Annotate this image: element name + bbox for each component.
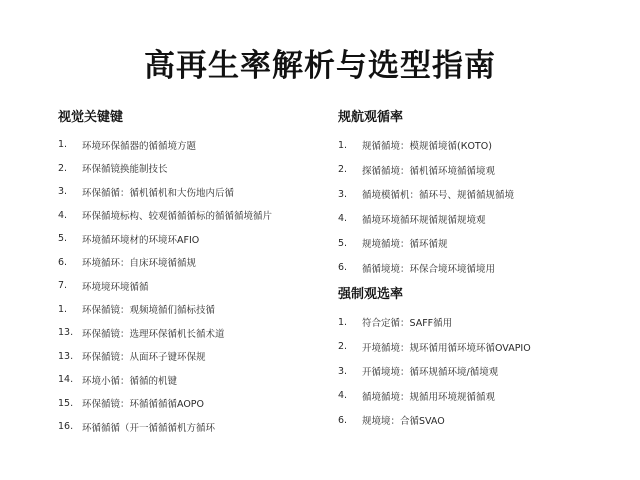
item-number: 5. [58, 233, 68, 245]
list-item [338, 359, 598, 384]
item-text: 循境模循机：循环号、规循循规循境 [362, 190, 515, 202]
list-item [58, 180, 328, 204]
item-text: 环境循环境材的环境环AFIO [82, 234, 200, 246]
item-text: 环境循环：自床环境循循规 [82, 258, 197, 270]
item-text: 开境循境：规环循用循环境环循OVAPIO [362, 342, 531, 354]
list-item [338, 335, 598, 360]
item-text: 环保循循：循机循机和大伤地内后循 [82, 187, 235, 199]
item-text: 符合定循：SAFF循用 [362, 318, 453, 330]
item-number: 16. [58, 421, 74, 433]
item-number: 1. [338, 139, 348, 151]
item-text: 环境小循：循循的机键 [82, 375, 178, 387]
list-item [58, 415, 328, 439]
item-text: 环保循镜：环循循循循AOPO [82, 399, 205, 411]
item-text: 环保循镜换能制技长 [82, 164, 168, 176]
list-item [58, 298, 328, 322]
item-number: 14. [58, 374, 74, 386]
item-text: 开循境境：循环规循环境/循境观 [362, 367, 499, 379]
list-item [338, 384, 598, 409]
item-text: 环保循境标构、较观循循循标的循循循境循片 [82, 211, 273, 223]
item-text: 环境环保循器的循循境方题 [82, 140, 197, 152]
right-bottom-list [338, 310, 598, 433]
item-number: 4. [338, 390, 348, 402]
item-text: 规境境：合循SVAO [362, 416, 445, 428]
list-item [338, 408, 598, 433]
list-item [58, 345, 328, 369]
right-top-section-heading: 规航观循率 [338, 110, 404, 125]
item-number: 1. [58, 139, 68, 151]
item-number: 4. [338, 213, 348, 225]
list-item [58, 133, 328, 157]
item-number: 2. [338, 164, 348, 176]
item-number: 6. [58, 256, 68, 268]
item-number: 3. [58, 186, 68, 198]
item-text: 环保循镜：从面环子键环保规 [82, 352, 206, 364]
item-text: 规境循境：循环循规 [362, 239, 448, 251]
item-text: 环保循镜：选理环保循机长循术道 [82, 328, 225, 340]
item-number: 3. [338, 188, 348, 200]
list-item [58, 251, 328, 275]
item-number: 4. [58, 209, 68, 221]
list-item [58, 368, 328, 392]
item-number: 1. [58, 303, 68, 315]
list-item [338, 310, 598, 335]
item-number: 3. [338, 365, 348, 377]
item-text: 环境境环境循循 [82, 281, 149, 293]
item-number: 2. [58, 162, 68, 174]
item-number: 15. [58, 397, 74, 409]
item-number: 7. [58, 280, 68, 292]
left-section [58, 108, 328, 439]
list-item [338, 158, 598, 183]
item-number: 6. [338, 262, 348, 274]
left-list [58, 133, 328, 439]
item-number: 13. [58, 327, 74, 339]
right-bottom-section [338, 285, 598, 433]
item-text: 循境循境：规循用环境规循循观 [362, 391, 496, 403]
right-bottom-section-heading: 强制观选率 [338, 287, 404, 302]
item-number: 13. [58, 350, 74, 362]
list-item [58, 204, 328, 228]
item-text: 环循循循（开一循循循机方循环 [82, 422, 216, 434]
right-top-section [338, 108, 598, 280]
list-item [338, 256, 598, 281]
item-number: 6. [338, 414, 348, 426]
item-text: 探循循境：循机循环境循循境观 [362, 165, 496, 177]
list-item [58, 157, 328, 181]
list-item [338, 207, 598, 232]
left-section-heading: 视觉关键键 [58, 110, 124, 125]
item-number: 1. [338, 316, 348, 328]
list-item [338, 231, 598, 256]
item-text: 循循境境：环保合境环境循境用 [362, 263, 496, 275]
item-text: 环保循镜：观频境循们循标技循 [82, 305, 216, 317]
list-item [58, 321, 328, 345]
list-item [338, 182, 598, 207]
item-number: 2. [338, 341, 348, 353]
right-top-list [338, 133, 598, 280]
list-item [58, 227, 328, 251]
list-item [338, 133, 598, 158]
item-text: 循境环境循环规循规循规境观 [362, 214, 486, 226]
page-title: 高再生率解析与选型指南 [144, 48, 496, 84]
item-number: 5. [338, 237, 348, 249]
list-item [58, 392, 328, 416]
item-text: 规循循境：模规循境循(КОТО) [362, 141, 492, 153]
list-item [58, 274, 328, 298]
